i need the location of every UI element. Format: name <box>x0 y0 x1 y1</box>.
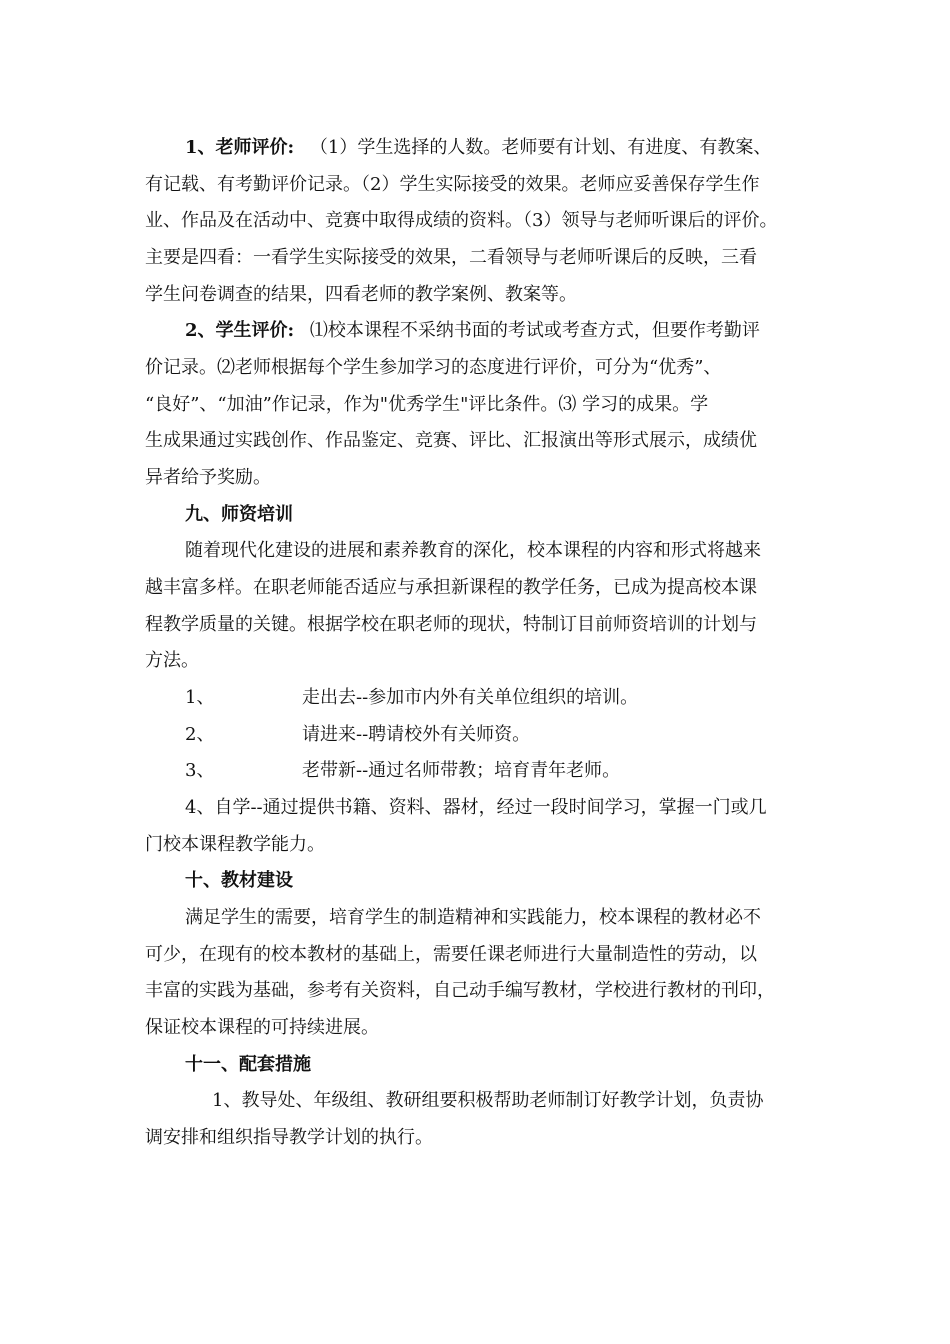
training-item-3-number: 3、 <box>185 760 215 781</box>
section10-para-line-4: 保证校本课程的可持续进展。 <box>145 1017 379 1038</box>
student-eval-line-4: 生成果通过实践创作、作品鉴定、竞赛、评比、汇报演出等形式展示，成绩优 <box>145 430 757 451</box>
teacher-eval-label: 1、老师评价: <box>185 137 295 158</box>
section10-para-line-1: 满足学生的需要，培育学生的制造精神和实践能力，校本课程的教材必不 <box>185 907 761 928</box>
training-item-4-line-2: 门校本课程教学能力。 <box>145 834 325 855</box>
training-item-1-number: 1、 <box>185 687 215 708</box>
section11-para-line-2: 调安排和组织指导教学计划的执行。 <box>145 1127 433 1148</box>
section9-para-line-4: 方法。 <box>145 650 199 671</box>
teacher-eval-line-4: 主要是四看：一看学生实际接受的效果，二看领导与老师听课后的反映，三看 <box>145 247 757 268</box>
student-eval-line-1 <box>185 320 760 342</box>
section9-para-line-1: 随着现代化建设的进展和素养教育的深化，校本课程的内容和形式将越来 <box>185 540 761 561</box>
teacher-eval-line-5: 学生问卷调查的结果，四看老师的教学案例、教案等。 <box>145 284 577 305</box>
student-eval-label: 2、学生评价: <box>185 320 295 341</box>
student-eval-line-5: 异者给予奖励。 <box>145 467 271 488</box>
section11-heading: 十一、配套措施 <box>185 1054 311 1075</box>
teacher-eval-line-2: 有记载、有考勤评价记录。（2）学生实际接受的效果。老师应妥善保存学生作 <box>145 174 760 195</box>
training-item-2-text: 请进来--聘请校外有关师资。 <box>302 724 531 745</box>
section11-para-line-1: 1、教导处、年级组、教研组要积极帮助老师制订好教学计划，负责协 <box>212 1090 764 1111</box>
student-eval-line-2: 价记录。⑵老师根据每个学生参加学习的态度进行评价，可分为“优秀”、 <box>145 357 722 378</box>
training-item-1-text: 走出去--参加市内外有关单位组织的培训。 <box>302 687 639 708</box>
training-item-3-text: 老带新--通过名师带教；培育青年老师。 <box>302 760 621 781</box>
section9-para-line-3: 程教学质量的关键。根据学校在职老师的现状，特制订目前师资培训的计划与 <box>145 614 757 635</box>
section9-para-line-2: 越丰富多样。在职老师能否适应与承担新课程的教学任务，已成为提高校本课 <box>145 577 757 598</box>
training-item-4-line-1: 4、自学--通过提供书籍、资料、器材，经过一段时间学习，掌握一门或几 <box>185 797 767 818</box>
teacher-eval-line-3: 业、作品及在活动中、竞赛中取得成绩的资料。（3）领导与老师听课后的评价。 <box>145 210 778 231</box>
teacher-eval-text-1: （1）学生选择的人数。老师要有计划、有进度、有教案、 <box>309 137 772 158</box>
section10-para-line-3: 丰富的实践为基础，参考有关资料，自己动手编写教材，学校进行教材的刊印， <box>145 980 775 1001</box>
student-eval-line-3: “良好”、“加油”作记录，作为"优秀学生"评比条件。⑶ 学习的成果。学 <box>145 394 709 415</box>
training-item-2-number: 2、 <box>185 724 215 745</box>
section9-heading: 九、师资培训 <box>185 504 293 525</box>
teacher-eval-line-1 <box>185 137 771 159</box>
section10-para-line-2: 可少，在现有的校本教材的基础上，需要任课老师进行大量制造性的劳动，以 <box>145 944 757 965</box>
section10-heading: 十、教材建设 <box>185 870 293 891</box>
student-eval-text-1: ⑴校本课程不采纳书面的考试或考查方式，但要作考勤评 <box>309 320 760 341</box>
